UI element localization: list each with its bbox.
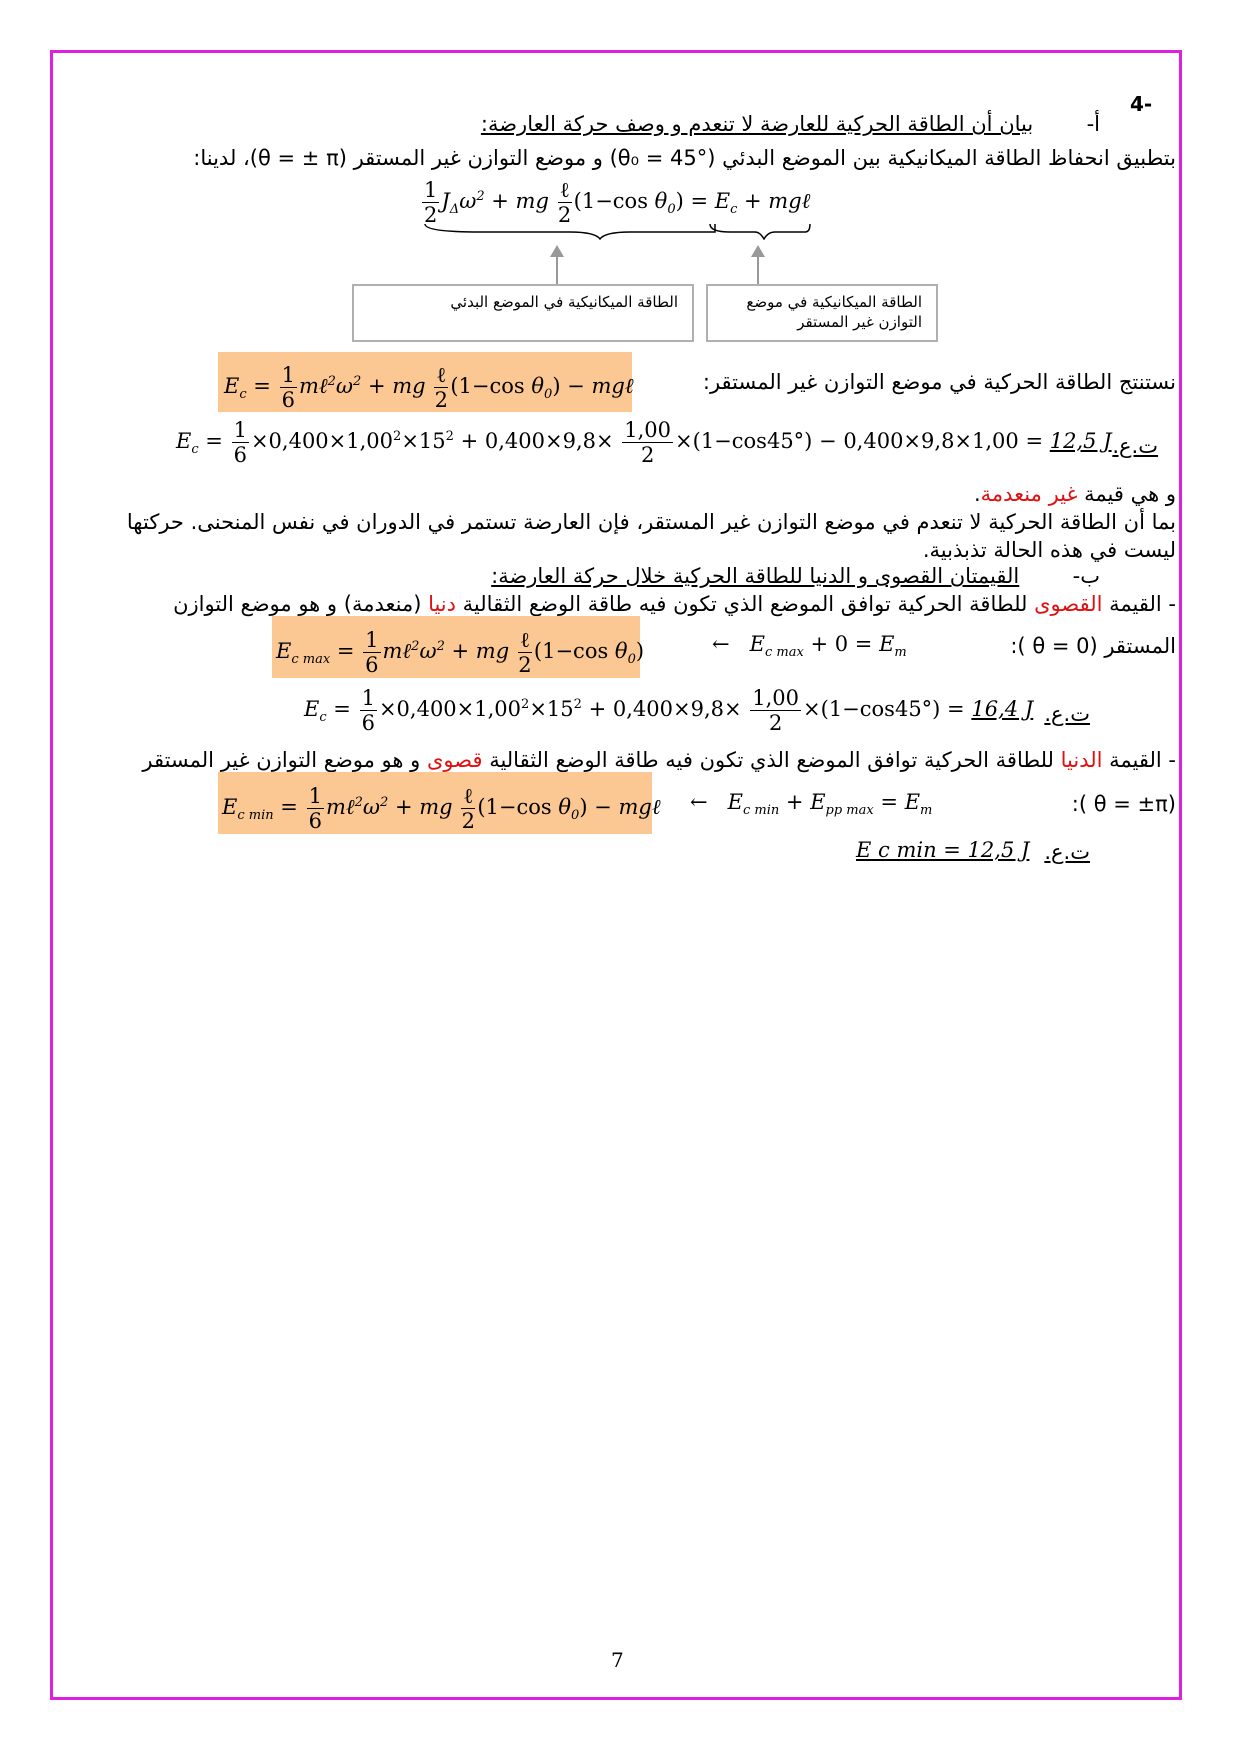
numeric-label-2: ت.ع.: [1044, 702, 1090, 726]
arrow-up-icon: [556, 255, 558, 285]
kinetic-energy-formula: $E_c$ = $\frac{1}{6}$ $m\ell^2\omega^2$ + mg $\frac{\text{ℓ}}{2}$ (1−cos $\theta_0$) − mgℓ: [218, 352, 632, 412]
numeric-label-1: ت.ع.: [1112, 434, 1158, 458]
part-b-heading: القيمتان القصوى و الدنيا للطاقة الحركية خلال حركة العارضة:: [491, 564, 1020, 588]
arrow-up-icon: [757, 255, 759, 285]
underbraces: [420, 222, 820, 240]
numeric-result-2: 16,4 J: [971, 697, 1034, 721]
conclusion-line-1: بما أن الطاقة الحركية لا تنعدم في موضع التوازن غير المستقر، فإن العارضة تستمر في الدوران في نفس المنحنى. حركتها: [126, 510, 1176, 534]
min-statement: - القيمة الدنيا للطاقة الحركية توافق الموضع الذي تكون فيه طاقة الوضع الثقالية قصوى و هو موضع التوازن غير المستقر: [142, 748, 1176, 772]
part-a-intro: بتطبيق انحفاظ الطاقة الميكانيكية بين الموضع البدئي (θ₀ = 45°) و موضع التوازن غير المستقر (θ = ± π)، لدينا:: [193, 146, 1176, 170]
numeric-result-1: 12,5 J: [1049, 429, 1112, 453]
numeric-application-2: $E_c$ = $\frac{1}{6}$ $\times 0,400\times 1,00^2\times 15^2 + 0,400\times 9,8\times$ $\frac{1,00}{2}$ ×(1−cos45°) = 16,4 J: [304, 686, 1034, 735]
numeric-application-1: $E_c$ = $\frac{1}{6}$ $\times 0,400\times 1,00^2\times 15^2 + 0,400\times 9,8\times$ $\frac{1,00}{2}$ ×(1−cos45°) − 0,400×9,8×1,00 = 12,5 J: [176, 418, 1112, 467]
part-a-heading-row: [481, 110, 1100, 138]
max-kinetic-formula: $E_{c max}$ = $\frac{1}{6}$ $m\ell^2\omega^2$ + mg $\frac{\text{ℓ}}{2}$ (1−cos $\theta_0$): [272, 616, 640, 678]
conservation-equation: $\frac{1}{2}$ $J_\Delta\omega^2$ + mg $\frac{\text{ℓ}}{2}$ (1−cos $\theta_0) = E_c$ + mgℓ: [424, 178, 811, 227]
page-number: 7: [611, 1648, 624, 1672]
part-b-heading-row: [491, 562, 1100, 590]
section-number: 4-: [1130, 92, 1153, 116]
box-unstable-energy: الطاقة الميكانيكية في موضع التوازن غير المستقر: [706, 284, 938, 342]
min-relation: ← $E_{c min} + E_{pp max} = E_m$: [690, 790, 933, 819]
numeric-result-3: E c min = 12,5 J: [856, 838, 1030, 862]
max-statement-cont: المستقر (θ = 0 ):: [1010, 634, 1176, 658]
conclusion-line-2: ليست في هذه الحالة تذبذبية.: [922, 538, 1176, 562]
deduce-text: نستنتج الطاقة الحركية في موضع التوازن غير المستقر:: [702, 370, 1176, 394]
part-a-heading: بيان أن الطاقة الحركية للعارضة لا تنعدم و وصف حركة العارضة:: [480, 112, 1034, 136]
max-statement: - القيمة القصوى للطاقة الحركية توافق الموضع الذي تكون فيه طاقة الوضع الثقالية دنيا (منعدمة) و هو موضع التوازن: [173, 592, 1176, 616]
numeric-label-3: ت.ع.: [1044, 840, 1090, 864]
min-kinetic-formula: $E_{c min}$ = $\frac{1}{6}$ $m\ell^2\omega^2$ + mg $\frac{\text{ℓ}}{2}$ (1−cos $\theta_0$) − mgℓ: [218, 772, 652, 834]
part-a-label: أ-: [1086, 112, 1100, 136]
box-initial-energy: الطاقة الميكانيكية في الموضع البدئي: [352, 284, 694, 342]
value-statement: و هي قيمة غير منعدمة.: [973, 482, 1176, 506]
max-relation: ← $E_{c max} + 0 = E_m$: [712, 632, 907, 661]
min-statement-cont: (θ = ±π ):: [1071, 792, 1176, 816]
part-b-label: ب-: [1072, 564, 1100, 588]
